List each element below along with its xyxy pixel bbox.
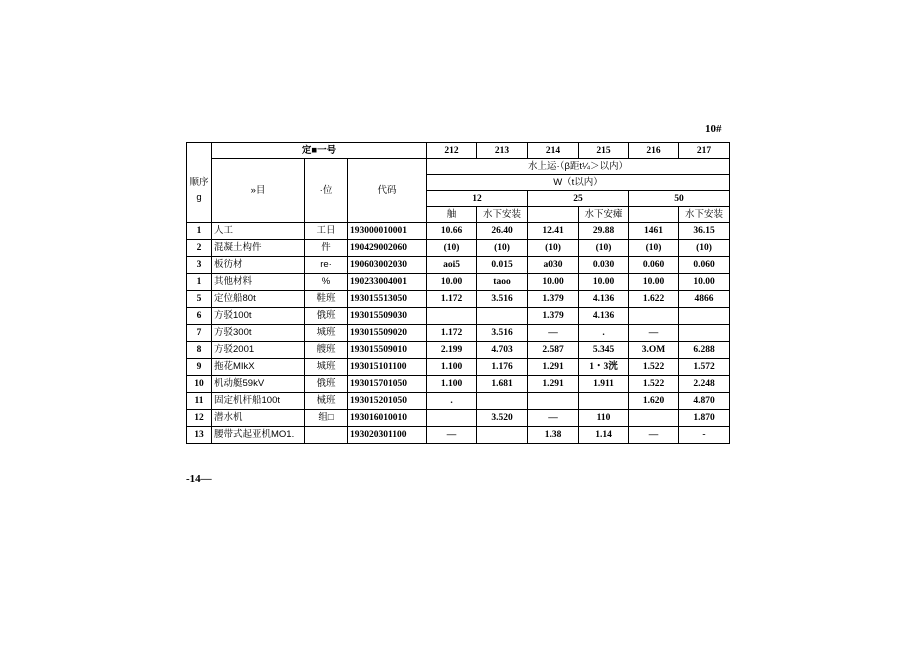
row-value: 0.060 [629, 257, 679, 274]
row-value [427, 410, 477, 427]
row-unit: % [305, 274, 348, 291]
subcol-1: 舳 [427, 207, 477, 223]
row-item: 固定机杆船100t [212, 393, 305, 410]
row-value: 4866 [679, 291, 730, 308]
row-value: taoo [477, 274, 528, 291]
table-row [187, 410, 730, 427]
row-code: 193015509010 [348, 342, 427, 359]
row-number: 7 [187, 325, 212, 342]
subcol-5 [629, 207, 679, 223]
row-value: 10.00 [528, 274, 579, 291]
row-value: 10.00 [679, 274, 730, 291]
table-row [187, 223, 730, 240]
subcol-4: 水下安瘫 [579, 207, 629, 223]
row-value: 1.620 [629, 393, 679, 410]
weight-12: 12 [427, 191, 528, 207]
row-value: (10) [579, 240, 629, 257]
row-code: 190603002030 [348, 257, 427, 274]
row-number: 1 [187, 274, 212, 291]
group-title: 水上运·（β距t¼＞以内） [427, 159, 730, 175]
row-value: 36.15 [679, 223, 730, 240]
danwei-header: ·位 [305, 159, 348, 223]
weight-25: 25 [528, 191, 629, 207]
table-row [187, 325, 730, 342]
row-number: 9 [187, 359, 212, 376]
row-unit: re· [305, 257, 348, 274]
table-row [187, 274, 730, 291]
row-code: 193015701050 [348, 376, 427, 393]
xiangmu-header: »目 [212, 159, 305, 223]
xuhao-header: 顺序g [187, 159, 212, 223]
subcol-3 [528, 207, 579, 223]
row-value: 1.38 [528, 427, 579, 444]
row-item: 方驳300t [212, 325, 305, 342]
row-value [427, 308, 477, 325]
row-item: 板彷材 [212, 257, 305, 274]
row-value [579, 393, 629, 410]
row-value: 12.41 [528, 223, 579, 240]
row-value: 10.00 [629, 274, 679, 291]
daima-header: 代码 [348, 159, 427, 223]
row-code: 193015509030 [348, 308, 427, 325]
row-unit: 组□ [305, 410, 348, 427]
row-value: 2.248 [679, 376, 730, 393]
table-row [187, 257, 730, 274]
row-value: 3.516 [477, 325, 528, 342]
row-value: 1.14 [579, 427, 629, 444]
row-unit: 械班 [305, 393, 348, 410]
row-code: 193000010001 [348, 223, 427, 240]
code-214: 214 [528, 143, 579, 159]
row-value: 3.520 [477, 410, 528, 427]
table-row [187, 359, 730, 376]
row-value: (10) [528, 240, 579, 257]
row-value: — [427, 427, 477, 444]
code-217: 217 [679, 143, 730, 159]
table-row [187, 240, 730, 257]
row-value: 1.572 [679, 359, 730, 376]
row-value: 26.40 [477, 223, 528, 240]
row-value [629, 308, 679, 325]
row-value: 1.911 [579, 376, 629, 393]
table-row [187, 393, 730, 410]
row-item: 定位船80t [212, 291, 305, 308]
group-subtitle: W（t以内） [427, 175, 730, 191]
row-code: 193015513050 [348, 291, 427, 308]
row-unit: 城班 [305, 359, 348, 376]
row-value [477, 393, 528, 410]
row-value: 1.622 [629, 291, 679, 308]
code-213: 213 [477, 143, 528, 159]
row-number: 11 [187, 393, 212, 410]
row-value: 0.015 [477, 257, 528, 274]
row-value: 1・3洸 [579, 359, 629, 376]
row-value: 4.136 [579, 291, 629, 308]
row-code: 190233004001 [348, 274, 427, 291]
row-value: 1.176 [477, 359, 528, 376]
row-unit: 鞋班 [305, 291, 348, 308]
ding-hao-label: 定■一号 [212, 143, 427, 159]
row-number: 3 [187, 257, 212, 274]
row-value: 10.00 [427, 274, 477, 291]
row-value: — [629, 325, 679, 342]
row-value: . [579, 325, 629, 342]
header-row-codes [187, 143, 730, 159]
row-value: 0.060 [679, 257, 730, 274]
table-row [187, 342, 730, 359]
table-body [187, 143, 730, 444]
row-code: 193020301100 [348, 427, 427, 444]
row-number: 8 [187, 342, 212, 359]
header-row-group [187, 159, 730, 175]
row-item: 拖花MIkX [212, 359, 305, 376]
row-value [679, 325, 730, 342]
row-value: 1.100 [427, 376, 477, 393]
row-value [477, 427, 528, 444]
row-value: 1.291 [528, 359, 579, 376]
row-number: 2 [187, 240, 212, 257]
quota-table [186, 142, 730, 444]
row-value: 4.703 [477, 342, 528, 359]
row-value: . [427, 393, 477, 410]
row-item: 方驳100t [212, 308, 305, 325]
row-item: 潜水机 [212, 410, 305, 427]
row-value: 1.681 [477, 376, 528, 393]
row-value: 1.379 [528, 291, 579, 308]
row-value: 10.66 [427, 223, 477, 240]
row-code: 193015201050 [348, 393, 427, 410]
row-value: 1461 [629, 223, 679, 240]
table-row [187, 427, 730, 444]
row-value: (10) [427, 240, 477, 257]
row-value [679, 308, 730, 325]
code-215: 215 [579, 143, 629, 159]
row-unit: 件 [305, 240, 348, 257]
row-item: 其他材料 [212, 274, 305, 291]
row-value: — [528, 325, 579, 342]
row-number: 6 [187, 308, 212, 325]
row-value: 1.100 [427, 359, 477, 376]
row-item: 腰带式起亚机MO1. [212, 427, 305, 444]
row-value: 1.522 [629, 376, 679, 393]
row-value: 2.199 [427, 342, 477, 359]
row-code: 190429002060 [348, 240, 427, 257]
row-value: 5.345 [579, 342, 629, 359]
page-number: 10# [705, 123, 722, 135]
row-value: 110 [579, 410, 629, 427]
row-value: (10) [679, 240, 730, 257]
row-value: 1.172 [427, 291, 477, 308]
row-item: 机动艇59kV [212, 376, 305, 393]
row-unit [305, 427, 348, 444]
row-code: 193015509020 [348, 325, 427, 342]
row-value [477, 308, 528, 325]
row-value: 10.00 [579, 274, 629, 291]
row-value: a030 [528, 257, 579, 274]
row-value: 3.OM [629, 342, 679, 359]
row-unit: 俄班 [305, 308, 348, 325]
subcol-2: 水下安装 [477, 207, 528, 223]
row-value: (10) [477, 240, 528, 257]
row-value: - [679, 427, 730, 444]
row-number: 10 [187, 376, 212, 393]
row-value: 1.172 [427, 325, 477, 342]
table-row [187, 291, 730, 308]
weight-50: 50 [629, 191, 730, 207]
row-value: 1.379 [528, 308, 579, 325]
code-216: 216 [629, 143, 679, 159]
row-value: — [528, 410, 579, 427]
row-item: 方驳2001 [212, 342, 305, 359]
row-value: 1.870 [679, 410, 730, 427]
row-code: 193016010010 [348, 410, 427, 427]
row-number: 12 [187, 410, 212, 427]
row-value [629, 410, 679, 427]
table-row [187, 308, 730, 325]
row-value: (10) [629, 240, 679, 257]
row-unit: 艘班 [305, 342, 348, 359]
table-row [187, 376, 730, 393]
code-212: 212 [427, 143, 477, 159]
row-number: 1 [187, 223, 212, 240]
row-value: 29.88 [579, 223, 629, 240]
footer-page-label: -14— [186, 473, 212, 485]
row-unit: 城班 [305, 325, 348, 342]
row-value: 4.136 [579, 308, 629, 325]
row-value: 1.522 [629, 359, 679, 376]
row-value: — [629, 427, 679, 444]
row-item: 人工 [212, 223, 305, 240]
row-value: aoi5 [427, 257, 477, 274]
row-item: 混凝土构件 [212, 240, 305, 257]
row-value: 4.870 [679, 393, 730, 410]
row-unit: 工日 [305, 223, 348, 240]
row-code: 193015101100 [348, 359, 427, 376]
row-unit: 俄班 [305, 376, 348, 393]
row-value: 2.587 [528, 342, 579, 359]
row-number: 5 [187, 291, 212, 308]
header-blank [187, 143, 212, 159]
row-value: 3.516 [477, 291, 528, 308]
row-value: 0.030 [579, 257, 629, 274]
row-value: 6.288 [679, 342, 730, 359]
row-value [528, 393, 579, 410]
row-value: 1.291 [528, 376, 579, 393]
row-number: 13 [187, 427, 212, 444]
subcol-6: 水下安装 [679, 207, 730, 223]
